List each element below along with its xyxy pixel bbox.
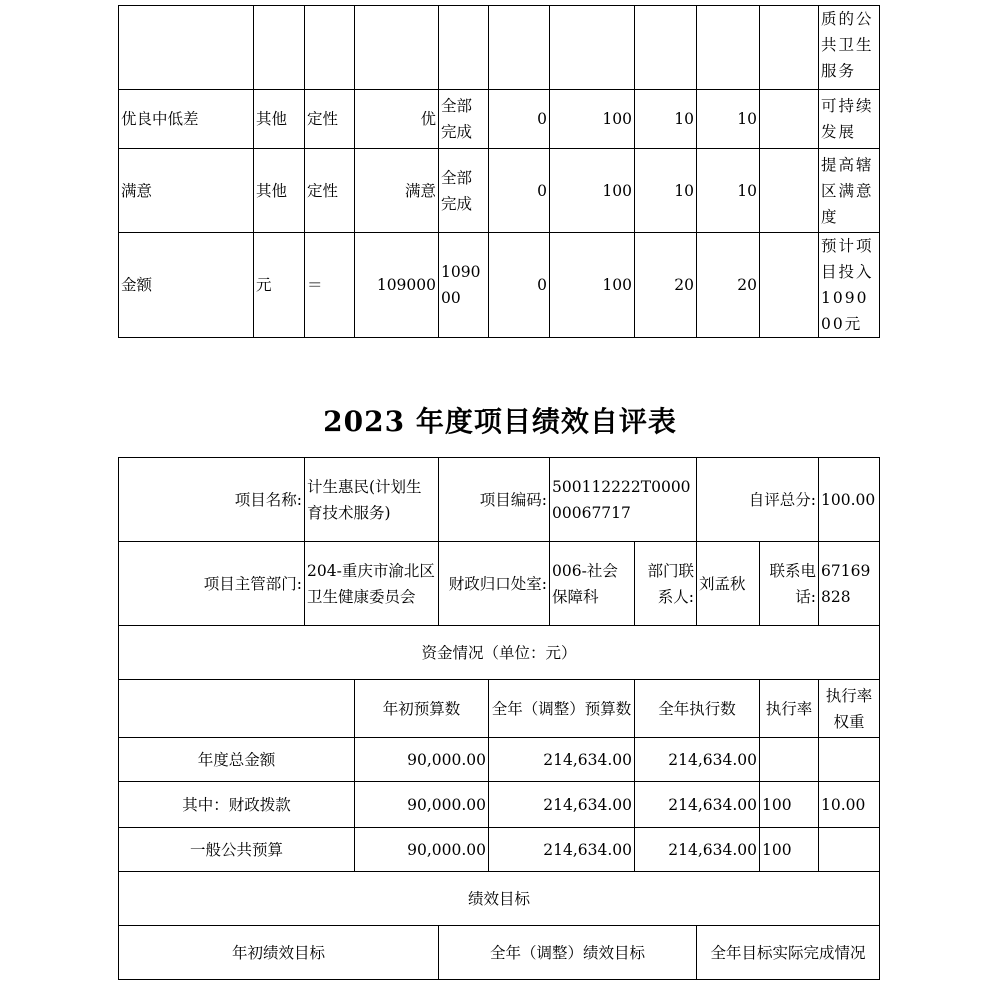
indicator-name-cell: 优良中低差: [119, 90, 254, 149]
funds-columns-row: [119, 680, 880, 738]
value-cell: [760, 6, 819, 90]
value-cell: 10: [697, 90, 760, 149]
col-execution-rate: 执行率: [760, 680, 819, 738]
fund-adjusted: 214,634.00: [489, 828, 635, 872]
value-cell: 10: [635, 149, 697, 233]
value-cell: [635, 6, 697, 90]
funds-header: 资金情况（单位：元）: [119, 626, 880, 680]
self-score-value: 100.00: [819, 458, 880, 542]
value-cell: 0: [489, 90, 550, 149]
value-cell: 100: [550, 149, 635, 233]
fund-executed: 214,634.00: [635, 782, 760, 828]
fund-adjusted: 214,634.00: [489, 782, 635, 828]
self-evaluation-table: [118, 457, 880, 980]
perf-columns-row: [119, 926, 880, 980]
fund-row-label: 年度总金额: [119, 738, 355, 782]
previous-indicator-table: [118, 5, 880, 338]
fund-weight: [819, 738, 880, 782]
value-cell: 100: [550, 90, 635, 149]
page-title: 2023 年度项目绩效自评表: [323, 405, 677, 438]
target-cell: [355, 6, 439, 90]
type-cell: [305, 6, 355, 90]
fund-adjusted: 214,634.00: [489, 738, 635, 782]
value-cell: 100: [550, 233, 635, 338]
value-cell: 20: [635, 233, 697, 338]
phone-label: 联系电话:: [760, 542, 819, 626]
phone-value: 67169828: [819, 542, 880, 626]
unit-cell: 其他: [254, 149, 305, 233]
indicator-name-cell: [119, 6, 254, 90]
type-cell: 定性: [305, 90, 355, 149]
project-code-value: 500112222T000000067717: [550, 458, 697, 542]
perf-header: 绩效目标: [119, 872, 880, 926]
note-cell: 可持续发展: [819, 90, 880, 149]
unit-cell: [254, 6, 305, 90]
value-cell: 0: [489, 233, 550, 338]
status-cell: 全部完成: [439, 149, 489, 233]
table-row: [119, 90, 880, 149]
value-cell: [760, 149, 819, 233]
value-cell: 0: [489, 149, 550, 233]
fund-executed: 214,634.00: [635, 828, 760, 872]
fund-row-label: 其中：财政拨款: [119, 782, 355, 828]
table-row: [119, 149, 880, 233]
project-code-label: 项目编码:: [439, 458, 550, 542]
unit-cell: 其他: [254, 90, 305, 149]
indicator-name-cell: 满意: [119, 149, 254, 233]
type-cell: 定性: [305, 149, 355, 233]
fund-row-label: 一般公共预算: [119, 828, 355, 872]
contact-value: 刘孟秋: [697, 542, 760, 626]
dept-label: 项目主管部门:: [119, 542, 305, 626]
fund-weight: 10.00: [819, 782, 880, 828]
col-initial-budget: 年初预算数: [355, 680, 489, 738]
note-cell: 质的公共卫生服务: [819, 6, 880, 90]
unit-cell: 元: [254, 233, 305, 338]
value-cell: [550, 6, 635, 90]
table-row: [119, 6, 880, 90]
fund-row: [119, 828, 880, 872]
fund-rate: [760, 738, 819, 782]
project-name-value: 计生惠民(计划生育技术服务): [305, 458, 439, 542]
project-info-row: [119, 458, 880, 542]
col-executed: 全年执行数: [635, 680, 760, 738]
fund-weight: [819, 828, 880, 872]
contact-label: 部门联系人:: [635, 542, 697, 626]
self-score-label: 自评总分:: [697, 458, 819, 542]
blank-header-cell: [119, 680, 355, 738]
status-cell: [439, 6, 489, 90]
type-cell: ＝: [305, 233, 355, 338]
value-cell: 10: [697, 149, 760, 233]
funds-header-row: [119, 626, 880, 680]
fund-row: [119, 782, 880, 828]
value-cell: 10: [635, 90, 697, 149]
value-cell: [760, 233, 819, 338]
dept-value: 204-重庆市渝北区卫生健康委员会: [305, 542, 439, 626]
fund-row: [119, 738, 880, 782]
perf-initial-goal: 年初绩效目标: [119, 926, 439, 980]
fund-initial: 90,000.00: [355, 782, 489, 828]
indicator-name-cell: 金额: [119, 233, 254, 338]
table-row: [119, 233, 880, 338]
fund-executed: 214,634.00: [635, 738, 760, 782]
status-cell: 109000: [439, 233, 489, 338]
fund-rate: 100: [760, 782, 819, 828]
department-row: [119, 542, 880, 626]
target-cell: 满意: [355, 149, 439, 233]
target-cell: 109000: [355, 233, 439, 338]
finance-value: 006-社会保障科: [550, 542, 635, 626]
project-name-label: 项目名称:: [119, 458, 305, 542]
finance-label: 财政归口处室:: [439, 542, 550, 626]
fund-rate: 100: [760, 828, 819, 872]
note-cell: 提高辖区满意度: [819, 149, 880, 233]
target-cell: 优: [355, 90, 439, 149]
perf-header-row: [119, 872, 880, 926]
fund-initial: 90,000.00: [355, 828, 489, 872]
value-cell: [697, 6, 760, 90]
perf-adjusted-goal: 全年（调整）绩效目标: [439, 926, 697, 980]
value-cell: [760, 90, 819, 149]
value-cell: 20: [697, 233, 760, 338]
value-cell: [489, 6, 550, 90]
status-cell: 全部完成: [439, 90, 489, 149]
col-adjusted-budget: 全年（调整）预算数: [489, 680, 635, 738]
perf-actual-completion: 全年目标实际完成情况: [697, 926, 880, 980]
note-cell: 预计项目投入109000元: [819, 233, 880, 338]
fund-initial: 90,000.00: [355, 738, 489, 782]
col-rate-weight: 执行率权重: [819, 680, 880, 738]
